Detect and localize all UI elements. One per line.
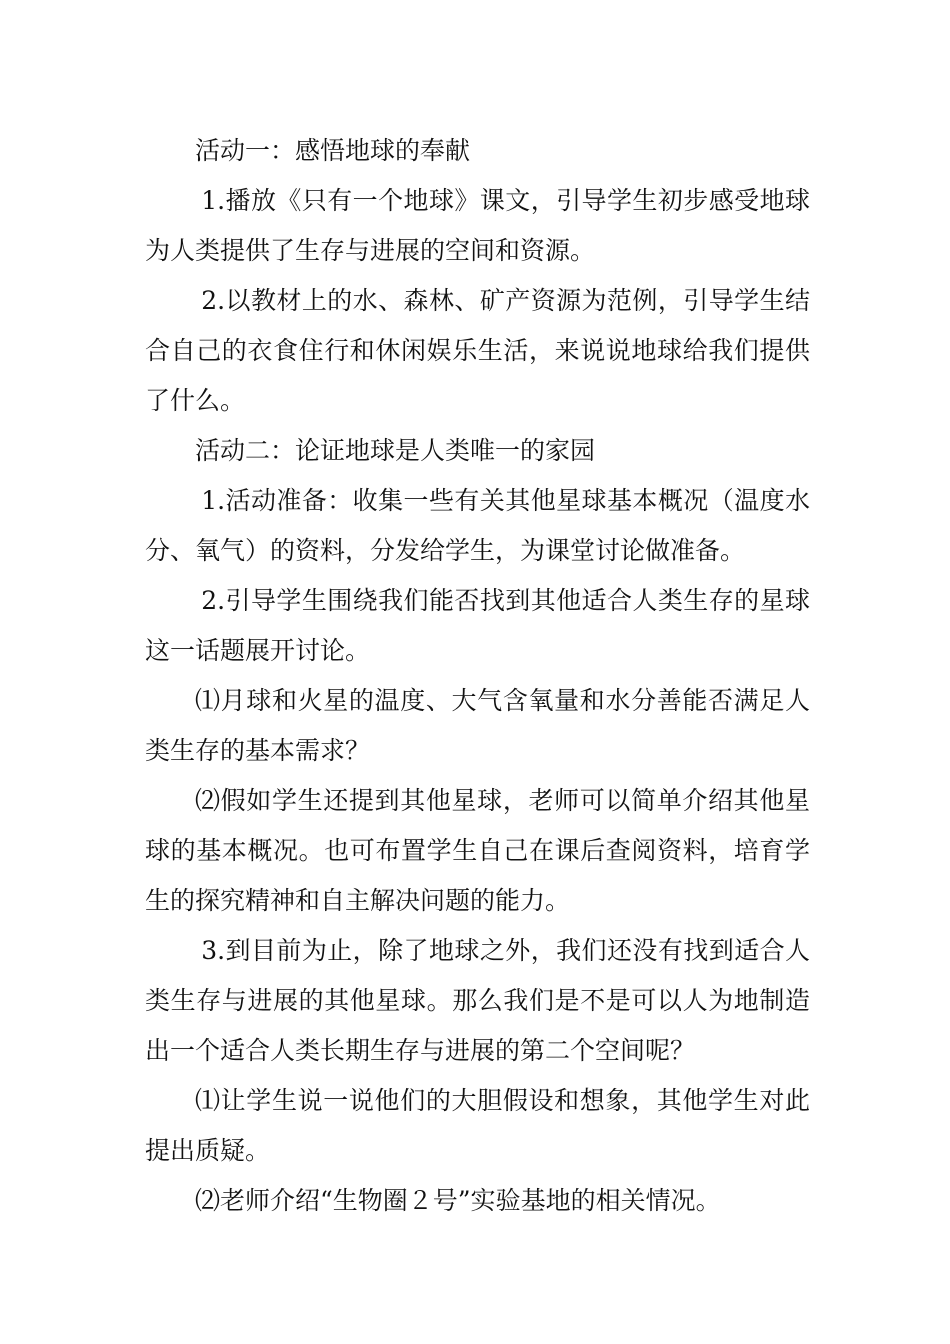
paragraph-activity-one-item-1: 1.播放《只有一个地球》课文，引导学生初步感受地球为人类提供了生存与进展的空间和资源。 (145, 186, 810, 265)
paragraph-sub-item-1: ⑴月球和火星的温度、大气含氧量和水分善能否满足人类生存的基本需求？ (145, 686, 810, 765)
paragraph-activity-two-item-2: 2.引导学生围绕我们能否找到其他适合人类生存的星球这一话题展开讨论。 (145, 586, 810, 665)
paragraph-activity-two-item-1: 1.活动准备：收集一些有关其他星球基本概况（温度水分、氧气）的资料，分发给学生，为课堂讨论做准备。 (145, 486, 810, 565)
document-body (145, 126, 810, 1226)
paragraph-sub-item-2: ⑵假如学生还提到其他星球，老师可以简单介绍其他星球的基本概况。也可布置学生自己在课后查阅资料，培育学生的探究精神和自主解决问题的能力。 (145, 786, 810, 915)
paragraph-sub-item-3: ⑴让学生说一说他们的大胆假设和想象，其他学生对此提出质疑。 (145, 1086, 810, 1165)
paragraph-sub-item-4: ⑵老师介绍“生物圈２号”实验基地的相关情况。 (195, 1186, 721, 1215)
activity-one-heading: 活动一：感悟地球的奉献 (195, 136, 471, 165)
activity-two-heading: 活动二：论证地球是人类唯一的家园 (195, 436, 596, 465)
paragraph-activity-two-item-3: 3.到目前为止，除了地球之外，我们还没有找到适合人类生存与进展的其他星球。那么我们是不是可以人为地制造出一个适合人类长期生存与进展的第二个空间呢？ (145, 936, 810, 1065)
paragraph-activity-one-item-2: 2.以教材上的水、森林、矿产资源为范例，引导学生结合自己的衣食住行和休闲娱乐生活，来说说地球给我们提供了什么。 (145, 286, 810, 415)
